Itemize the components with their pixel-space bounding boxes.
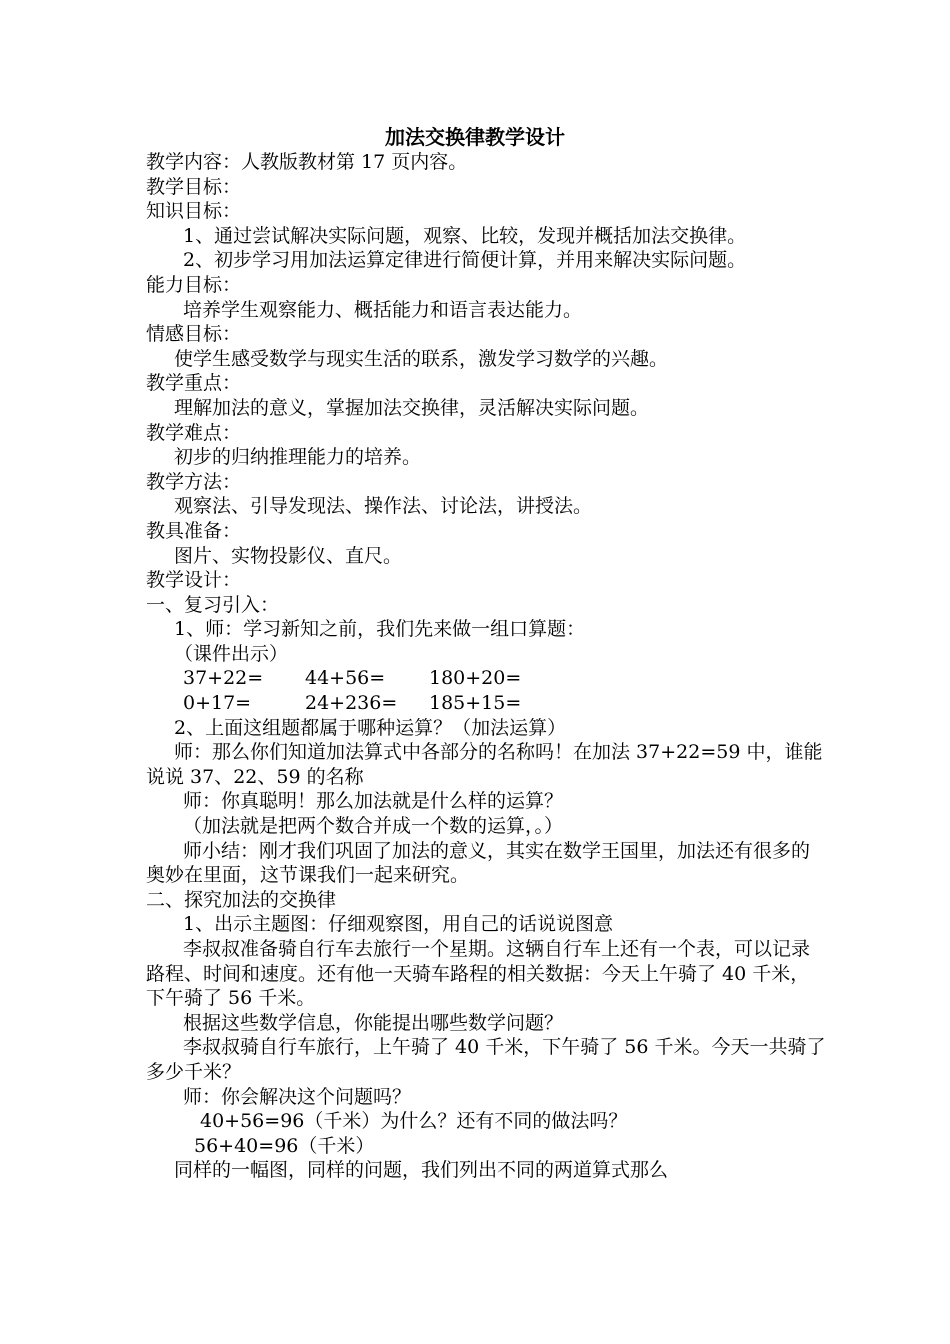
calc-item: 44+56= [305, 667, 386, 690]
section-1-heading: 一、复习引入： [146, 593, 280, 616]
knowledge-goal-2: 2、初步学习用加法运算定律进行简便计算，并用来解决实际问题。 [183, 249, 747, 272]
section-1-item-1: 1、师：学习新知之前，我们先来做一组口算题： [174, 618, 586, 641]
knowledge-goals-heading: 知识目标： [146, 200, 242, 223]
calc-item: 180+20= [429, 667, 522, 690]
emotion-goals-text: 使学生感受数学与现实生活的联系，激发学习数学的兴趣。 [174, 347, 669, 370]
teacher-question-paragraph: 师：那么你们知道加法算式中各部分的名称吗！在加法 37+22=59 中，谁能说说 37、22、59 的名称 [146, 741, 823, 788]
document-body [146, 150, 826, 1183]
calc-item: 37+22= [183, 667, 264, 690]
tools-heading: 教具准备： [146, 519, 242, 542]
calc-row-2 [146, 691, 826, 716]
question-prompt: 根据这些数学信息，你能提出哪些数学问题？ [183, 1011, 564, 1034]
key-points-text: 理解加法的意义，掌握加法交换律，灵活解决实际问题。 [174, 396, 650, 419]
methods-heading: 教学方法： [146, 470, 242, 493]
section-1-item-2: 2、上面这组题都属于哪种运算？（加法运算） [174, 716, 567, 739]
equation-2: 56+40=96（千米） [194, 1134, 375, 1157]
closing-sentence: 同样的一幅图，同样的问题，我们列出不同的两道算式那么 [174, 1159, 669, 1182]
key-points-heading: 教学重点： [146, 372, 242, 395]
teacher-summary-paragraph: 师小结：刚才我们巩固了加法的意义，其实在数学王国里，加法还有很多的奥妙在里面，这节课我们一起来研究。 [146, 839, 811, 887]
courseware-note: （课件出示） [174, 642, 289, 665]
calc-item: 0+17= [183, 692, 252, 715]
calc-item: 185+15= [429, 692, 522, 715]
difficulty-heading: 教学难点： [146, 421, 242, 444]
document-title: 加法交换律教学设计 [385, 125, 565, 149]
tools-text: 图片、实物投影仪、直尺。 [174, 544, 403, 567]
teacher-ask: 师：你会解决这个问题吗？ [183, 1085, 412, 1108]
calc-item: 24+236= [305, 692, 398, 715]
addition-definition: （加法就是把两个数合并成一个数的运算，。） [183, 815, 564, 838]
emotion-goals-heading: 情感目标： [146, 323, 242, 346]
design-heading: 教学设计： [146, 569, 242, 592]
calc-row-1 [146, 666, 826, 691]
ability-goals-heading: 能力目标： [146, 273, 242, 296]
difficulty-text: 初步的归纳推理能力的培养。 [174, 446, 422, 469]
teaching-goals-heading: 教学目标： [146, 175, 242, 198]
teaching-content: 教学内容：人教版教材第 17 页内容。 [146, 151, 468, 173]
word-problem: 李叔叔骑自行车旅行，上午骑了 40 千米，下午骑了 56 千米。今天一共骑了多少千米？ [146, 1036, 826, 1083]
equation-1: 40+56=96（千米）为什么？还有不同的做法吗？ [200, 1110, 628, 1133]
methods-text: 观察法、引导发现法、操作法、讨论法，讲授法。 [174, 495, 593, 518]
story-paragraph: 李叔叔准备骑自行车去旅行一个星期。这辆自行车上还有一个表，可以记录路程、时间和速度。还有他一天骑车路程的相关数据：今天上午骑了 40 千米，下午骑了 56 千米。 [146, 938, 811, 1010]
section-2-item-1: 1、出示主题图：仔细观察图，用自己的话说说图意 [183, 913, 614, 936]
teacher-praise: 师：你真聪明！那么加法就是什么样的运算？ [183, 790, 564, 813]
knowledge-goal-1: 1、通过尝试解决实际问题，观察、比较，发现并概括加法交换律。 [183, 224, 747, 247]
section-2-heading: 二、探究加法的交换律 [146, 888, 337, 911]
ability-goals-text: 培养学生观察能力、概括能力和语言表达能力。 [183, 298, 583, 321]
